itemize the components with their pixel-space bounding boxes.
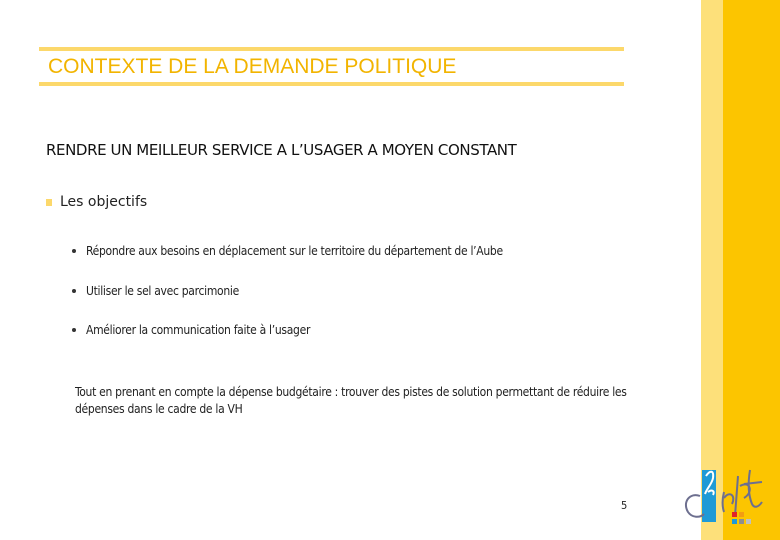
bullet-dot-icon — [72, 289, 76, 293]
cnfpt-logo — [680, 462, 770, 532]
title-rule-top — [39, 47, 624, 51]
objective-text: Utiliser le sel avec parcimonie — [86, 284, 239, 298]
cnfpt-logo-icon — [680, 462, 770, 532]
bullet-dot-icon — [72, 249, 76, 253]
objective-item — [72, 323, 310, 337]
side-bar-dark — [723, 0, 780, 540]
objective-text: Améliorer la communication faite à l’usager — [86, 323, 311, 337]
budget-paragraph: Tout en prenant en compte la dépense budgétaire : trouver des pistes de solution permettant de réduire les dépenses dans le cadre de la VH — [75, 385, 627, 416]
objectives-label: Les objectifs — [60, 194, 148, 210]
side-bar-light — [701, 0, 723, 540]
objective-item — [72, 244, 503, 258]
page-title: CONTEXTE DE LA DEMANDE POLITIQUE — [48, 55, 457, 78]
objective-text: Répondre aux besoins en déplacement sur le territoire du département de l’Aube — [86, 244, 503, 258]
square-bullet-icon — [46, 199, 52, 206]
page-number: 5 — [621, 499, 628, 512]
section-heading: RENDRE UN MEILLEUR SERVICE A L’USAGER A MOYEN CONSTANT — [46, 141, 517, 159]
objective-item — [72, 284, 239, 298]
bullet-dot-icon — [72, 328, 76, 332]
title-rule-bottom — [39, 82, 624, 86]
